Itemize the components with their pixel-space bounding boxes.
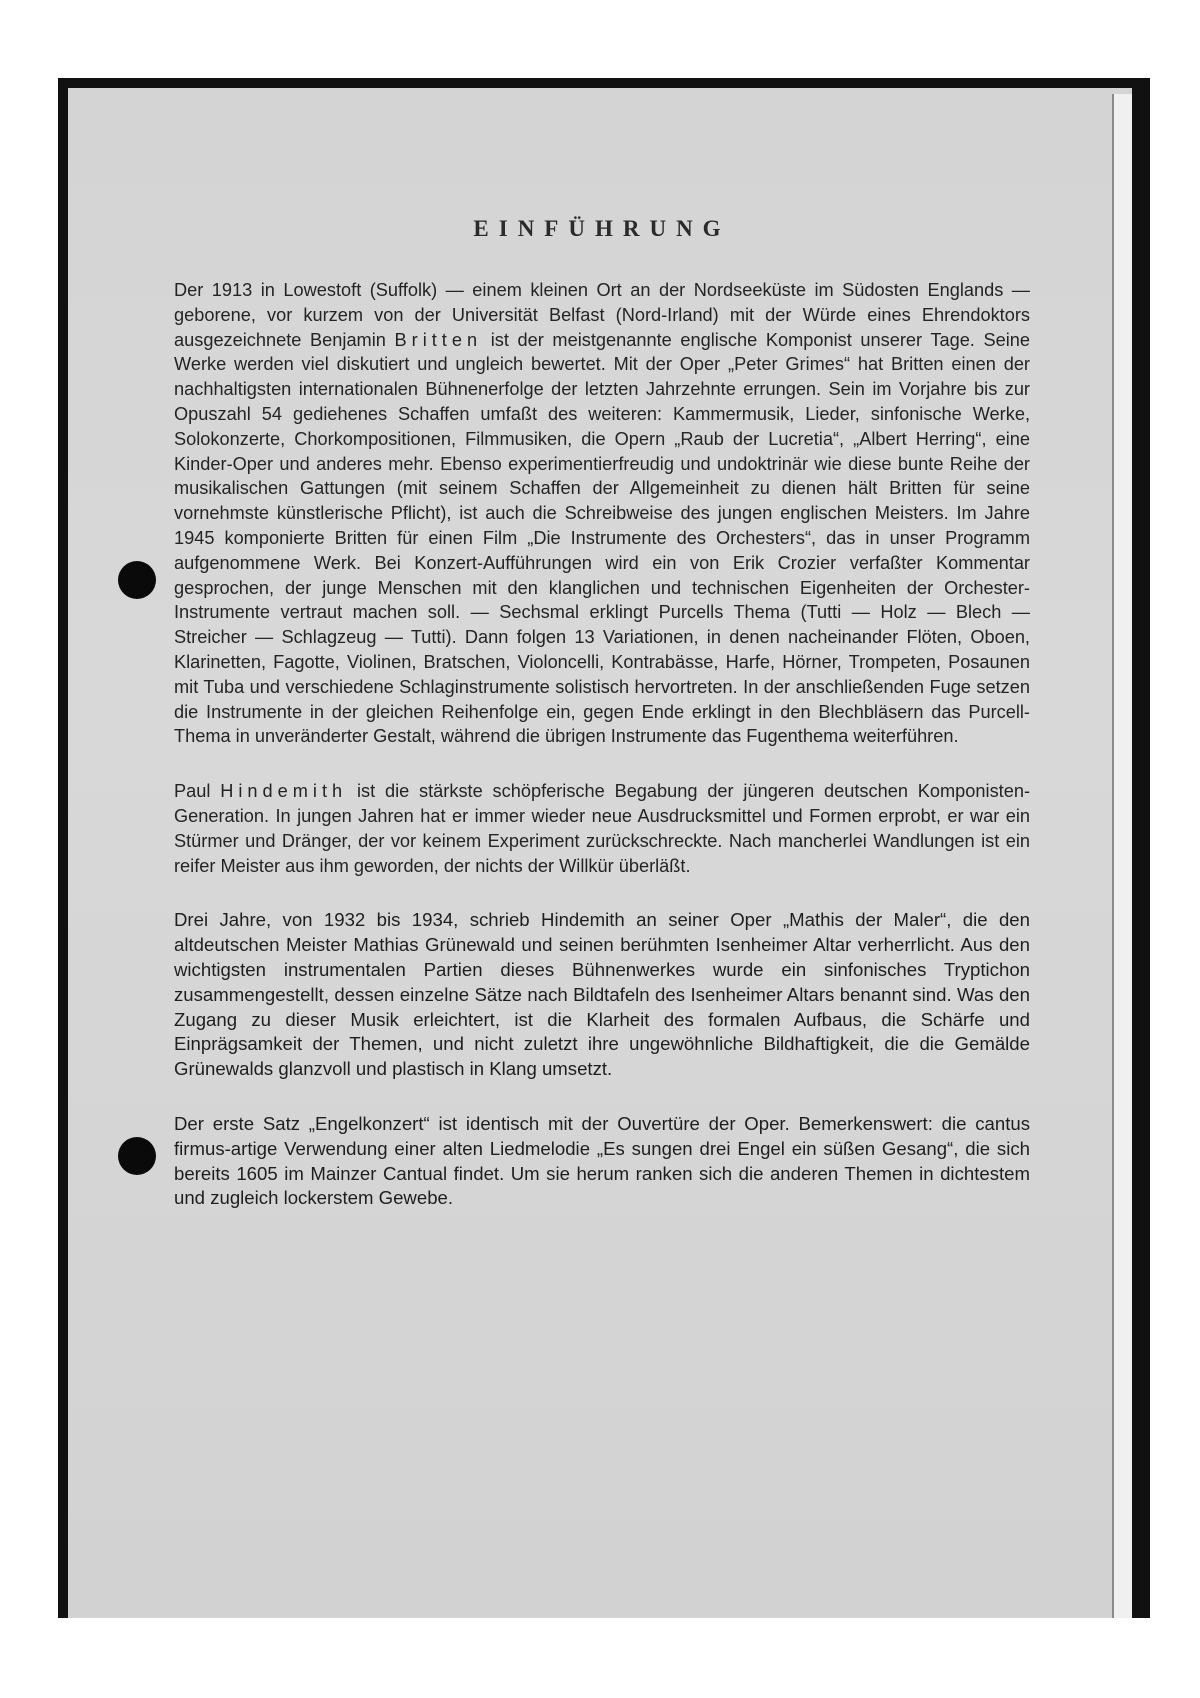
page-edge [1112, 94, 1132, 1618]
paragraph-hindemith [174, 779, 1030, 878]
paragraph-mathis: Drei Jahre, von 1932 bis 1934, schrieb Hindemith an seiner Oper „Mathis der Maler“, die den altdeutschen Meister Mathias Grünewald und seinen berühmten Isenheimer Altar verherrlicht. Aus den wichtigsten instrumentalen Partien dieses Bühnenwerkes wurde ein sinfonisches Tryptichon zusammengestellt, dessen einzelne Sätze nach Bildtafeln des Isenheimer Altars benannt sind. Was den Zugang zu dieser Musik erleichtert, ist die Klarheit des formalen Aufbaus, die Schärfe und Einprägsamkeit der Themen, und nicht zuletzt ihre ungewöhnliche Bildhaftigkeit, die die Gemälde Grünewalds glanzvoll und plastisch in Klang umsetzt. [174, 909, 1030, 1080]
composer-name: Britten [394, 329, 483, 350]
page-content [174, 216, 1030, 1241]
paragraph-text: ist die stärkste schöpferische Begabung der jüngeren deutschen Komponisten-Generation. In jungen Jahren hat er immer wieder neue Ausdrucksmittel und Formen erprobt, er war ein Stürmer und Dränger, der vor keinem Experiment zurückschreckte. Nach mancherlei Wandlungen ist ein reifer Meister aus ihm geworden, der nichts der Willkür überläßt. [174, 781, 1030, 876]
punch-hole [118, 561, 156, 599]
paragraph-britten [174, 278, 1030, 749]
paragraph-text: Der 1913 in Lowestoft (Suffolk) — einem kleinen Ort an der Nordseeküste im Südosten Englands — geborene, vor kurzem von der Universität Belfast (Nord-Irland) mit der Würde eines Ehrendoktors ausgezeichnete Benjamin [174, 280, 1030, 350]
page-title: EINFÜHRUNG [473, 216, 731, 241]
paragraph-engelkonzert: Der erste Satz „Engelkonzert“ ist identisch mit der Ouvertüre der Oper. Bemerkenswert: die cantus firmus-artige Verwendung einer alten Liedmelodie „Es sungen drei Engel ein süßen Gesang“, die sich bereits 1605 im Mainzer Cantual findet. Um sie herum ranken sich die anderen Themen in dichtestem und zugleich lockerstem Gewebe. [174, 1112, 1030, 1209]
paragraph-text: Paul [174, 781, 221, 802]
paragraph-text: ist der meistgenannte englische Komponist unserer Tage. Seine Werke werden viel diskutiert und ungleich bewertet. Mit der Oper „Peter Grimes“ hat Britten einen der nachhaltigsten internationalen Bühnenerfolge der letzten Jahrzehnte errungen. Sein im Vorjahre bis zur Opuszahl 54 gediehenes Schaffen umfaßt des weiteren: Kammermusik, Lieder, sinfonische Werke, Solokonzerte, Chorkompositionen, Filmmusiken, die Opern „Raub der Lucretia“, „Albert Herring“, eine Kinder-Oper und anderes mehr. Ebenso experimentierfreudig und undoktrinär wie diese bunte Reihe der musikalischen Gattungen (mit seinem Schaffen der Allgemeinheit zu dienen hält Britten für seine vornehmste künstlerische Pflicht), ist auch die Schreibweise des jungen englischen Meisters. Im Jahre 1945 komponierte Britten für einen Film „Die Instrumente des Orchesters“, das in unser Programm aufgenommene Werk. Bei Konzert-Aufführungen wird ein von Erik Crozier verfaßter Kommentar gesprochen, der junge Menschen mit den klanglichen und technischen Eigenheiten der Orchester-Instrumente vertraut machen soll. — Sechsmal erklingt Purcells Thema (Tutti — Holz — Blech — Streicher — Schlagzeug — Tutti). Dann folgen 13 Variationen, in denen nacheinander Flöten, Oboen, Klarinetten, Fagotte, Violinen, Bratschen, Violoncelli, Kontrabässe, Harfe, Hörner, Trompeten, Posaunen mit Tuba und verschiedene Schlaginstrumente solistisch hervortreten. In der anschließenden Fuge setzen die Instrumente in der gleichen Reihenfolge ein, gegen Ende erklingt in den Blechbläsern das Purcell-Thema in unveränderter Gestalt, während die übrigen Instrumente das Fugenthema weiterführen. [174, 329, 1031, 747]
composer-name: Hindemith [220, 781, 348, 802]
document-photo [58, 78, 1150, 1618]
punch-hole [118, 1137, 156, 1175]
document-page [68, 88, 1132, 1618]
